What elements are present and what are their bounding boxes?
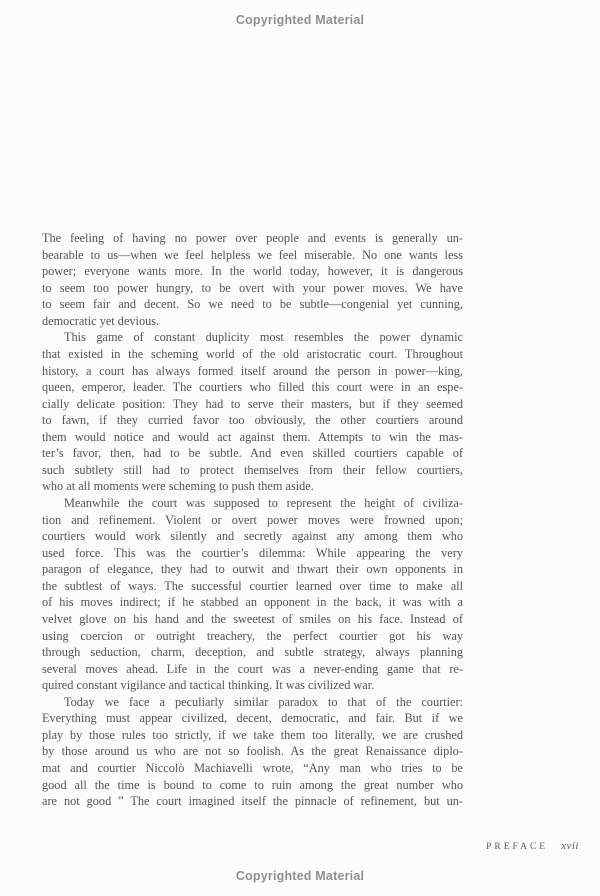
text-line: using coercion or outright treachery, the perfect courtier got his way: [42, 628, 463, 643]
text-line: several moves ahead. Life in the court was a never-ending game that re-: [42, 661, 463, 676]
text-line: bearable to us—when we feel helpless we feel miserable. No one wants less: [42, 247, 463, 262]
footer-section-label: PREFACE: [486, 842, 549, 852]
page-footer: [486, 836, 579, 854]
footer-page-number: xvii: [561, 840, 579, 852]
text-line: are not good ” The court imagined itself the pinnacle of refinement, but un-: [42, 794, 463, 809]
text-line: by those around us who are not so foolish. As the great Renaissance diplo-: [42, 744, 463, 759]
text-line: Today we face a peculiarly similar paradox to that of the courtier:: [64, 694, 463, 709]
text-line: to seem fair and decent. So we need to be subtle—congenial yet cunning,: [42, 297, 463, 312]
text-line: queen, emperor, leader. The courtiers who filled this court were in an espe-: [42, 380, 463, 395]
text-line: that existed in the scheming world of the old aristocratic court. Throughout: [42, 346, 463, 361]
text-line: good all the time is bound to come to ruin among the great number who: [42, 777, 463, 792]
text-line: who at all moments were scheming to push them aside.: [42, 479, 314, 494]
text-line: quired constant vigilance and tactical thinking. It was civilized war.: [42, 678, 375, 693]
text-line: Meanwhile the court was supposed to represent the height of civiliza-: [64, 496, 463, 510]
text-line: cially delicate position: They had to serve their masters, but if they seemed: [42, 396, 463, 411]
text-line: The feeling of having no power over people and events is generally un-: [42, 231, 463, 245]
text-line: velvet glove on his hand and the sweetest of smiles on his face. Instead of: [42, 611, 463, 626]
text-line: to seem too power hungry, to be overt with your power moves. We have: [42, 280, 463, 295]
text-line: This game of constant duplicity most resembles the power dynamic: [64, 330, 463, 345]
text-line: Everything must appear civilized, decent, democratic, and fair. But if we: [42, 711, 463, 726]
text-line: of his moves indirect; if he stabbed an opponent in the back, it was with a: [42, 595, 463, 610]
text-line: power; everyone wants more. In the world today, however, it is dangerous: [42, 264, 463, 279]
text-line: them would notice and would act against them. Attempts to win the mas-: [42, 429, 463, 444]
body-text: [42, 230, 463, 810]
text-line: to fawn, if they curried favor too obviously, the other courtiers around: [42, 413, 463, 428]
text-line: the subtlest of ways. The successful courtier learned over time to make all: [42, 578, 463, 593]
text-line: play by those rules too strictly, if we take them too literally, we are crushed: [42, 727, 463, 742]
text-line: courtiers would work silently and secretly against any among them who: [42, 529, 463, 544]
copyright-notice-bottom: Copyrighted Material: [235, 869, 365, 883]
text-line: through seduction, charm, deception, and subtle strategy, always planning: [42, 645, 463, 660]
text-line: democratic yet devious.: [42, 313, 160, 328]
text-line: mat and courtier Niccolò Machiavelli wrote, “Any man who tries to be: [42, 761, 463, 775]
text-line: such subtlety still had to protect themselves from their fellow courtiers,: [42, 462, 463, 477]
text-line: used force. This was the courtier’s dilemma: While appearing the very: [42, 545, 463, 560]
text-line: tion and refinement. Violent or overt power moves were frowned upon;: [42, 512, 463, 527]
text-line: paragon of elegance, they had to outwit and thwart their own opponents in: [42, 562, 463, 577]
text-line: ter’s favor, then, had to be subtle. And even skilled courtiers capable of: [42, 446, 463, 461]
text-line: history, a court has always formed itself around the person in power—king,: [42, 363, 463, 378]
copyright-notice-top: Copyrighted Material: [235, 13, 365, 27]
